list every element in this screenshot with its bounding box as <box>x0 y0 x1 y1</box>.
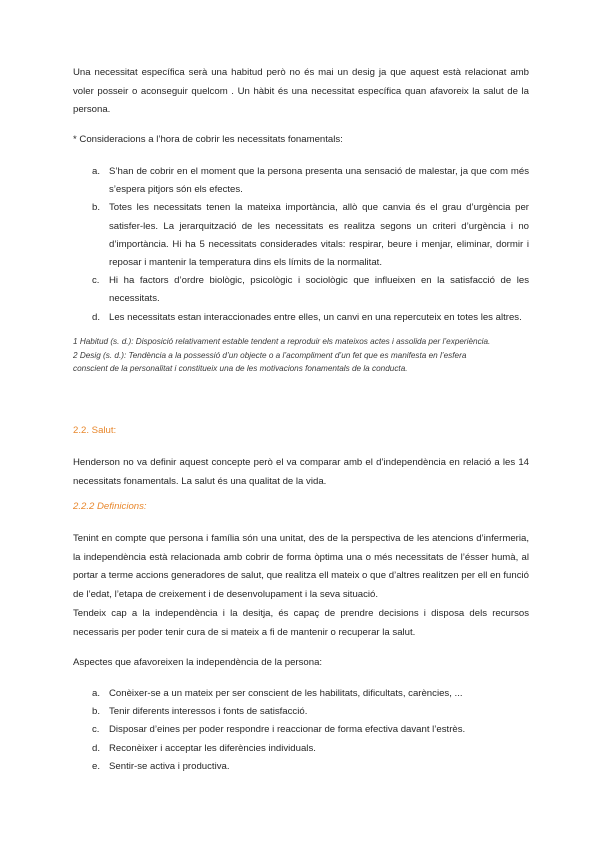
list-item <box>92 721 529 739</box>
section-heading-definitions: 2.2.2 Definicions: <box>73 501 147 512</box>
list-item <box>92 758 529 776</box>
list-item <box>92 685 529 703</box>
list-item <box>92 703 529 721</box>
independence-paragraph: Tendeix cap a la independència i la desitja, és capaç de prendre decisions i disposa dels recursos necessaris per poder tenir cura de si mateix a fi de mantenir o recuperar la salut. <box>73 608 529 638</box>
list-marker: c. <box>92 275 100 287</box>
list-item <box>92 199 529 272</box>
footnote: 2 Desig (s. d.): Tendència a la possessió d’un objecte o a l’acompliment d’un fet que es manifesta en l’esfera conscient de la personalitat i constitueix una de les motivacions fonamentals de la conducta. <box>73 350 467 374</box>
list-marker: b. <box>92 706 101 718</box>
list-marker: d. <box>92 742 101 754</box>
list-marker: e. <box>92 760 101 772</box>
aspects-title: Aspectes que afavoreixen la independència de la persona: <box>73 657 323 668</box>
health-paragraph: Henderson no va definir aquest concepte però el va comparar amb el d’independència en relació a les 14 necessitats fonamentals. La salut és una qualitat de la vida. <box>73 457 529 487</box>
footnotes <box>73 335 493 376</box>
list-item <box>92 272 529 308</box>
list-marker: a. <box>92 166 101 177</box>
section-heading-health: 2.2. Salut: <box>73 425 117 436</box>
list-text: Totes les necessitats tenen la mateixa importància, allò que canvia és el grau d’urgència per satisfer-les. La jerarquització de les necessitats es realitza segons un criteri d’urgència i no d’importància. Hi ha 5 necessitats considerades vitals: respirar, beure i menjar, eliminar, dormir i reposar i mantenir la temperatura dins els límits de la normalitat. <box>109 202 529 269</box>
list-text: S’han de cobrir en el moment que la persona presenta una sensació de malestar, ja que com més s’espera pitjors són els efectes. <box>109 166 529 196</box>
list-text: Reconèixer i acceptar les diferències individuals. <box>109 742 316 754</box>
list-text: Tenir diferents interessos i fonts de satisfacció. <box>109 706 308 718</box>
list-text: Les necessitats estan interaccionades entre elles, un canvi en una repercuteix en totes les altres. <box>109 311 522 323</box>
aspects-list <box>92 685 529 776</box>
list-item <box>92 163 529 199</box>
list-marker: c. <box>92 724 100 736</box>
footnote: 1 Habitud (s. d.): Disposició relativament estable tendent a reproduir els mateixos actes i assolida per l’experiència. <box>73 337 491 346</box>
list-text: Disposar d’eines per poder respondre i reaccionar de forma efectiva davant l’estrès. <box>109 724 466 736</box>
list-marker: b. <box>92 202 101 214</box>
list-text: Sentir-se activa i productiva. <box>109 760 230 772</box>
list-text: Hi ha factors d’ordre biològic, psicològic i sociològic que influeixen en la satisfacció de les necessitats. <box>109 275 529 305</box>
list-marker: d. <box>92 311 101 323</box>
considerations-title: * Consideracions a l’hora de cobrir les necessitats fonamentals: <box>73 134 343 145</box>
intro-paragraph: Una necessitat específica serà una habitud però no és mai un desig ja que aquest està relacionat amb voler posseir o aconseguir quelcom . Un hàbit és una necessitat específica quan afavoreix la salut de la persona. <box>73 67 529 116</box>
considerations-list <box>92 163 529 327</box>
list-marker: a. <box>92 688 101 699</box>
list-item <box>92 740 529 758</box>
list-item <box>92 309 529 327</box>
definitions-paragraph: Tenint en compte que persona i família són una unitat, des de la perspectiva de les atencions d’infermeria, la independència està relacionada amb cobrir de forma òptima una o més necessitats de l’ésser humà, al portar a terme accions generadores de salut, que realitza ell mateix o que d’altres realitzen per ell en funció de l’edat, l’etapa de creixement i de desenvolupament i la seva situació. <box>73 533 529 600</box>
list-text: Conèixer-se a un mateix per ser conscient de les habilitats, dificultats, carències, ... <box>109 688 463 699</box>
